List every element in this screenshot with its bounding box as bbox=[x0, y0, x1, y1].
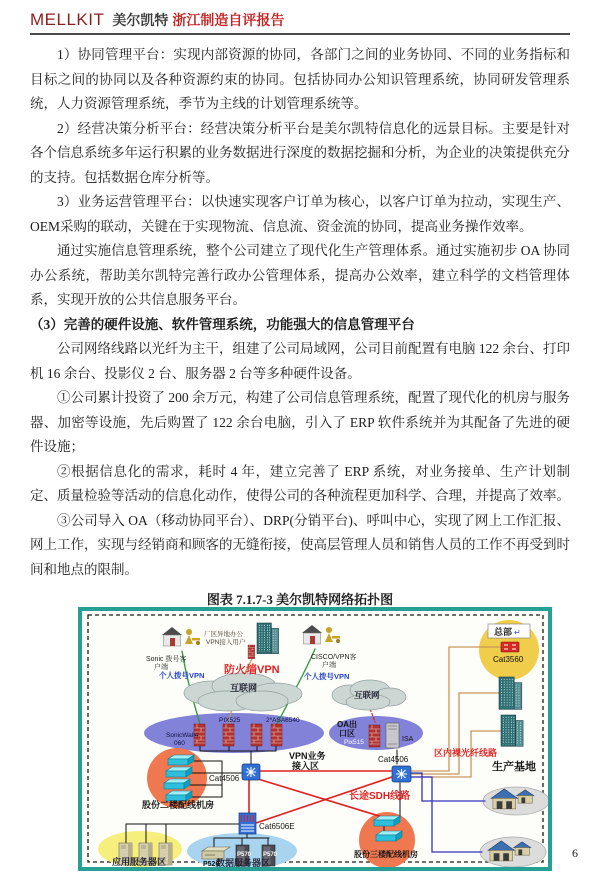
p570-label-2: P570 bbox=[263, 852, 278, 858]
floor2-room-label: 股份二楼配线机房 bbox=[142, 800, 215, 810]
internet-right-label: 互联网 bbox=[354, 690, 380, 700]
data-server-zone-label: 数据服务器区 bbox=[216, 858, 271, 867]
paragraph-4: 通过实施信息管理系统，整个公司建立了现代化生产管理体系。通过实施初步 OA 协同办公系统，帮助美尔凯特完善行政办公管理体系，提高办公效率，建立科学的文档管理体系，实现开放的公共信息服务平台。 bbox=[30, 243, 570, 307]
section-heading: （3）完善的硬件设施、软件管理系统，功能强大的信息管理平台 bbox=[30, 316, 415, 332]
paragraph-1: 1）协同管理平台：实现内部资源的协同，各部门之间的业务协同、不同的业务指标和目标之间的协同以及各种资源约束的协同。包括协同办公知识管理系统，协同研发管理系统，人力资源管理系统，季节为主线的计划管理系统等。 bbox=[30, 47, 570, 111]
isa-label: ISA bbox=[402, 736, 414, 743]
brand-logo: MELLKIT bbox=[30, 10, 105, 29]
floor3-switch-icon-2 bbox=[376, 831, 402, 841]
paragraph-3: 3）业务运营管理平台：以快速实现客户订单为核心，以客户订单为拉动，实现生产、OEM采购的联动，关键在于实现物流、信息流、资金流的协同，提高业务操作效率。 bbox=[30, 194, 570, 234]
p520-label: P520 bbox=[203, 861, 220, 867]
sonic-client-label-2: 户端 bbox=[154, 664, 168, 671]
sdh-line-label: 长途SDH线路 bbox=[349, 791, 411, 802]
paragraph-5: 公司网络线路以光纤为主干，组建了公司局域网，公司目前配置有电脑 122 余台、打印机 16 余台、投影仪 2 台、服务器 2 台等多种硬件设备。 bbox=[30, 341, 570, 381]
asa-firewall-icon-1 bbox=[251, 724, 262, 746]
cat4506-left-label: Cat4506 bbox=[209, 774, 240, 783]
sonicwall-label-2: 060 bbox=[174, 740, 185, 747]
hq-label: 总部 bbox=[494, 627, 513, 637]
vpn-zone-label-2: 接入区 bbox=[292, 761, 320, 771]
sonic-client-label-1: Sonic 拨号客 bbox=[146, 656, 187, 663]
production-base-label: 生产基地 bbox=[492, 761, 536, 773]
asa-label: 2*ASA6540 bbox=[266, 717, 300, 724]
hq-building-icon-1 bbox=[499, 677, 522, 709]
company-name: 美尔凯特 bbox=[112, 14, 169, 29]
floor3-switch-icon-1 bbox=[374, 816, 400, 826]
network-topology-figure bbox=[78, 607, 552, 871]
bare-fiber-label: 区内裸光纤线路 bbox=[434, 748, 498, 758]
cat4506-right-label: Cat4506 bbox=[378, 755, 409, 764]
cat6506e-switch-icon bbox=[239, 813, 256, 834]
page-number: 6 bbox=[572, 846, 578, 860]
sonic-client-icon bbox=[162, 627, 200, 646]
internet-left-label: 互联网 bbox=[230, 683, 258, 693]
asa-firewall-icon-2 bbox=[271, 724, 282, 746]
oa-zone-label-1: OA出 bbox=[337, 720, 357, 729]
cisco-client-label-2: 户端 bbox=[322, 662, 336, 669]
topology-svg bbox=[82, 611, 548, 867]
oa-zone-label-2: 口区 bbox=[339, 729, 355, 738]
p570-label-1: P570 bbox=[237, 852, 252, 858]
cisco-client-icon bbox=[302, 625, 340, 644]
floor3-room-label: 股份三楼配线机房 bbox=[354, 850, 418, 859]
hq-return-mark: ↵ bbox=[514, 628, 521, 637]
paragraph-6: ①公司累计投资了 200 余万元，构建了公司信息管理系统，配置了现代化的机房与服务器、加密等设施，先后购置了 122 余台电脑，引入了 ERP 软件系统并为其配备了先进的硬件设施； bbox=[30, 390, 570, 454]
personal-vpn-right-label: 个人拨号VPN bbox=[304, 672, 350, 681]
hq-building-icon-2 bbox=[501, 715, 523, 746]
floor2-switch-icon-2 bbox=[166, 767, 192, 777]
firewall-vpn-label: 防火墙VPN bbox=[224, 664, 280, 676]
vpn-zone-label-1: VPN业务 bbox=[289, 751, 326, 761]
pix525-label: PIX525 bbox=[219, 717, 241, 724]
report-title: 浙江制造自评报告 bbox=[172, 14, 285, 29]
vpn-access-switch-icon bbox=[242, 764, 260, 780]
page-header bbox=[30, 10, 570, 35]
personal-vpn-left-label: 个人拨号VPN bbox=[159, 671, 205, 680]
floor2-switch-icon-1 bbox=[168, 755, 194, 765]
factory-building-icon bbox=[257, 623, 279, 654]
floor2-switch-icon-3 bbox=[164, 779, 190, 789]
cisco-client-label-1: CISCO/VPN客 bbox=[311, 654, 357, 661]
pix515-label: Pix515 bbox=[344, 739, 364, 746]
paragraph-8: ③公司导入 OA（移动协同平台）、DRP(分销平台)、呼叫中心，实现了网上工作汇报、网上工作，实现与经销商和顾客的无缝衔接，使高层管理人员和销售人员的工作不再受到时间和地点的限制。 bbox=[30, 512, 570, 577]
pix525-firewall-icon bbox=[223, 724, 234, 746]
oa-cat4506-switch-icon bbox=[392, 766, 411, 782]
factory-firewall-icon bbox=[248, 645, 255, 659]
document-body bbox=[30, 43, 570, 613]
isa-server-icon bbox=[386, 723, 399, 748]
cat3560-label: Cat3560 bbox=[493, 655, 524, 664]
paragraph-2: 2）经营决策分析平台：经营决策分析平台是美尔凯特信息化的远景目标。主要是针对各个信息系统多年运行积累的业务数据进行深度的数据挖掘和分析，为企业的决策提供充分的支持。包括数据仓库分析等。 bbox=[30, 120, 570, 185]
sdh-links bbox=[411, 773, 485, 852]
factory-user-label-1: 厂区异地办公 bbox=[204, 631, 243, 638]
figure-caption: 图表 7.1.7-3 美尔凯特网络拓扑图 bbox=[206, 592, 394, 607]
cat3560-switch-icon bbox=[501, 642, 519, 652]
app-server-zone-label: 应用服务器区 bbox=[112, 857, 167, 867]
sonicwall-label-1: SonicWall4 bbox=[166, 732, 199, 739]
cat6506e-label: Cat6506E bbox=[259, 822, 295, 831]
pix515-firewall-icon bbox=[369, 725, 380, 747]
paragraph-7: ②根据信息化的需求，耗时 4 年，建立完善了 ERP 系统，对业务接单、生产计划制定、质量检验等活动的信息化动作，使得公司的各种流程更加科学、合理，并提高了效率。 bbox=[30, 463, 570, 503]
factory-user-label-2: VPN接入用户 bbox=[206, 639, 246, 646]
